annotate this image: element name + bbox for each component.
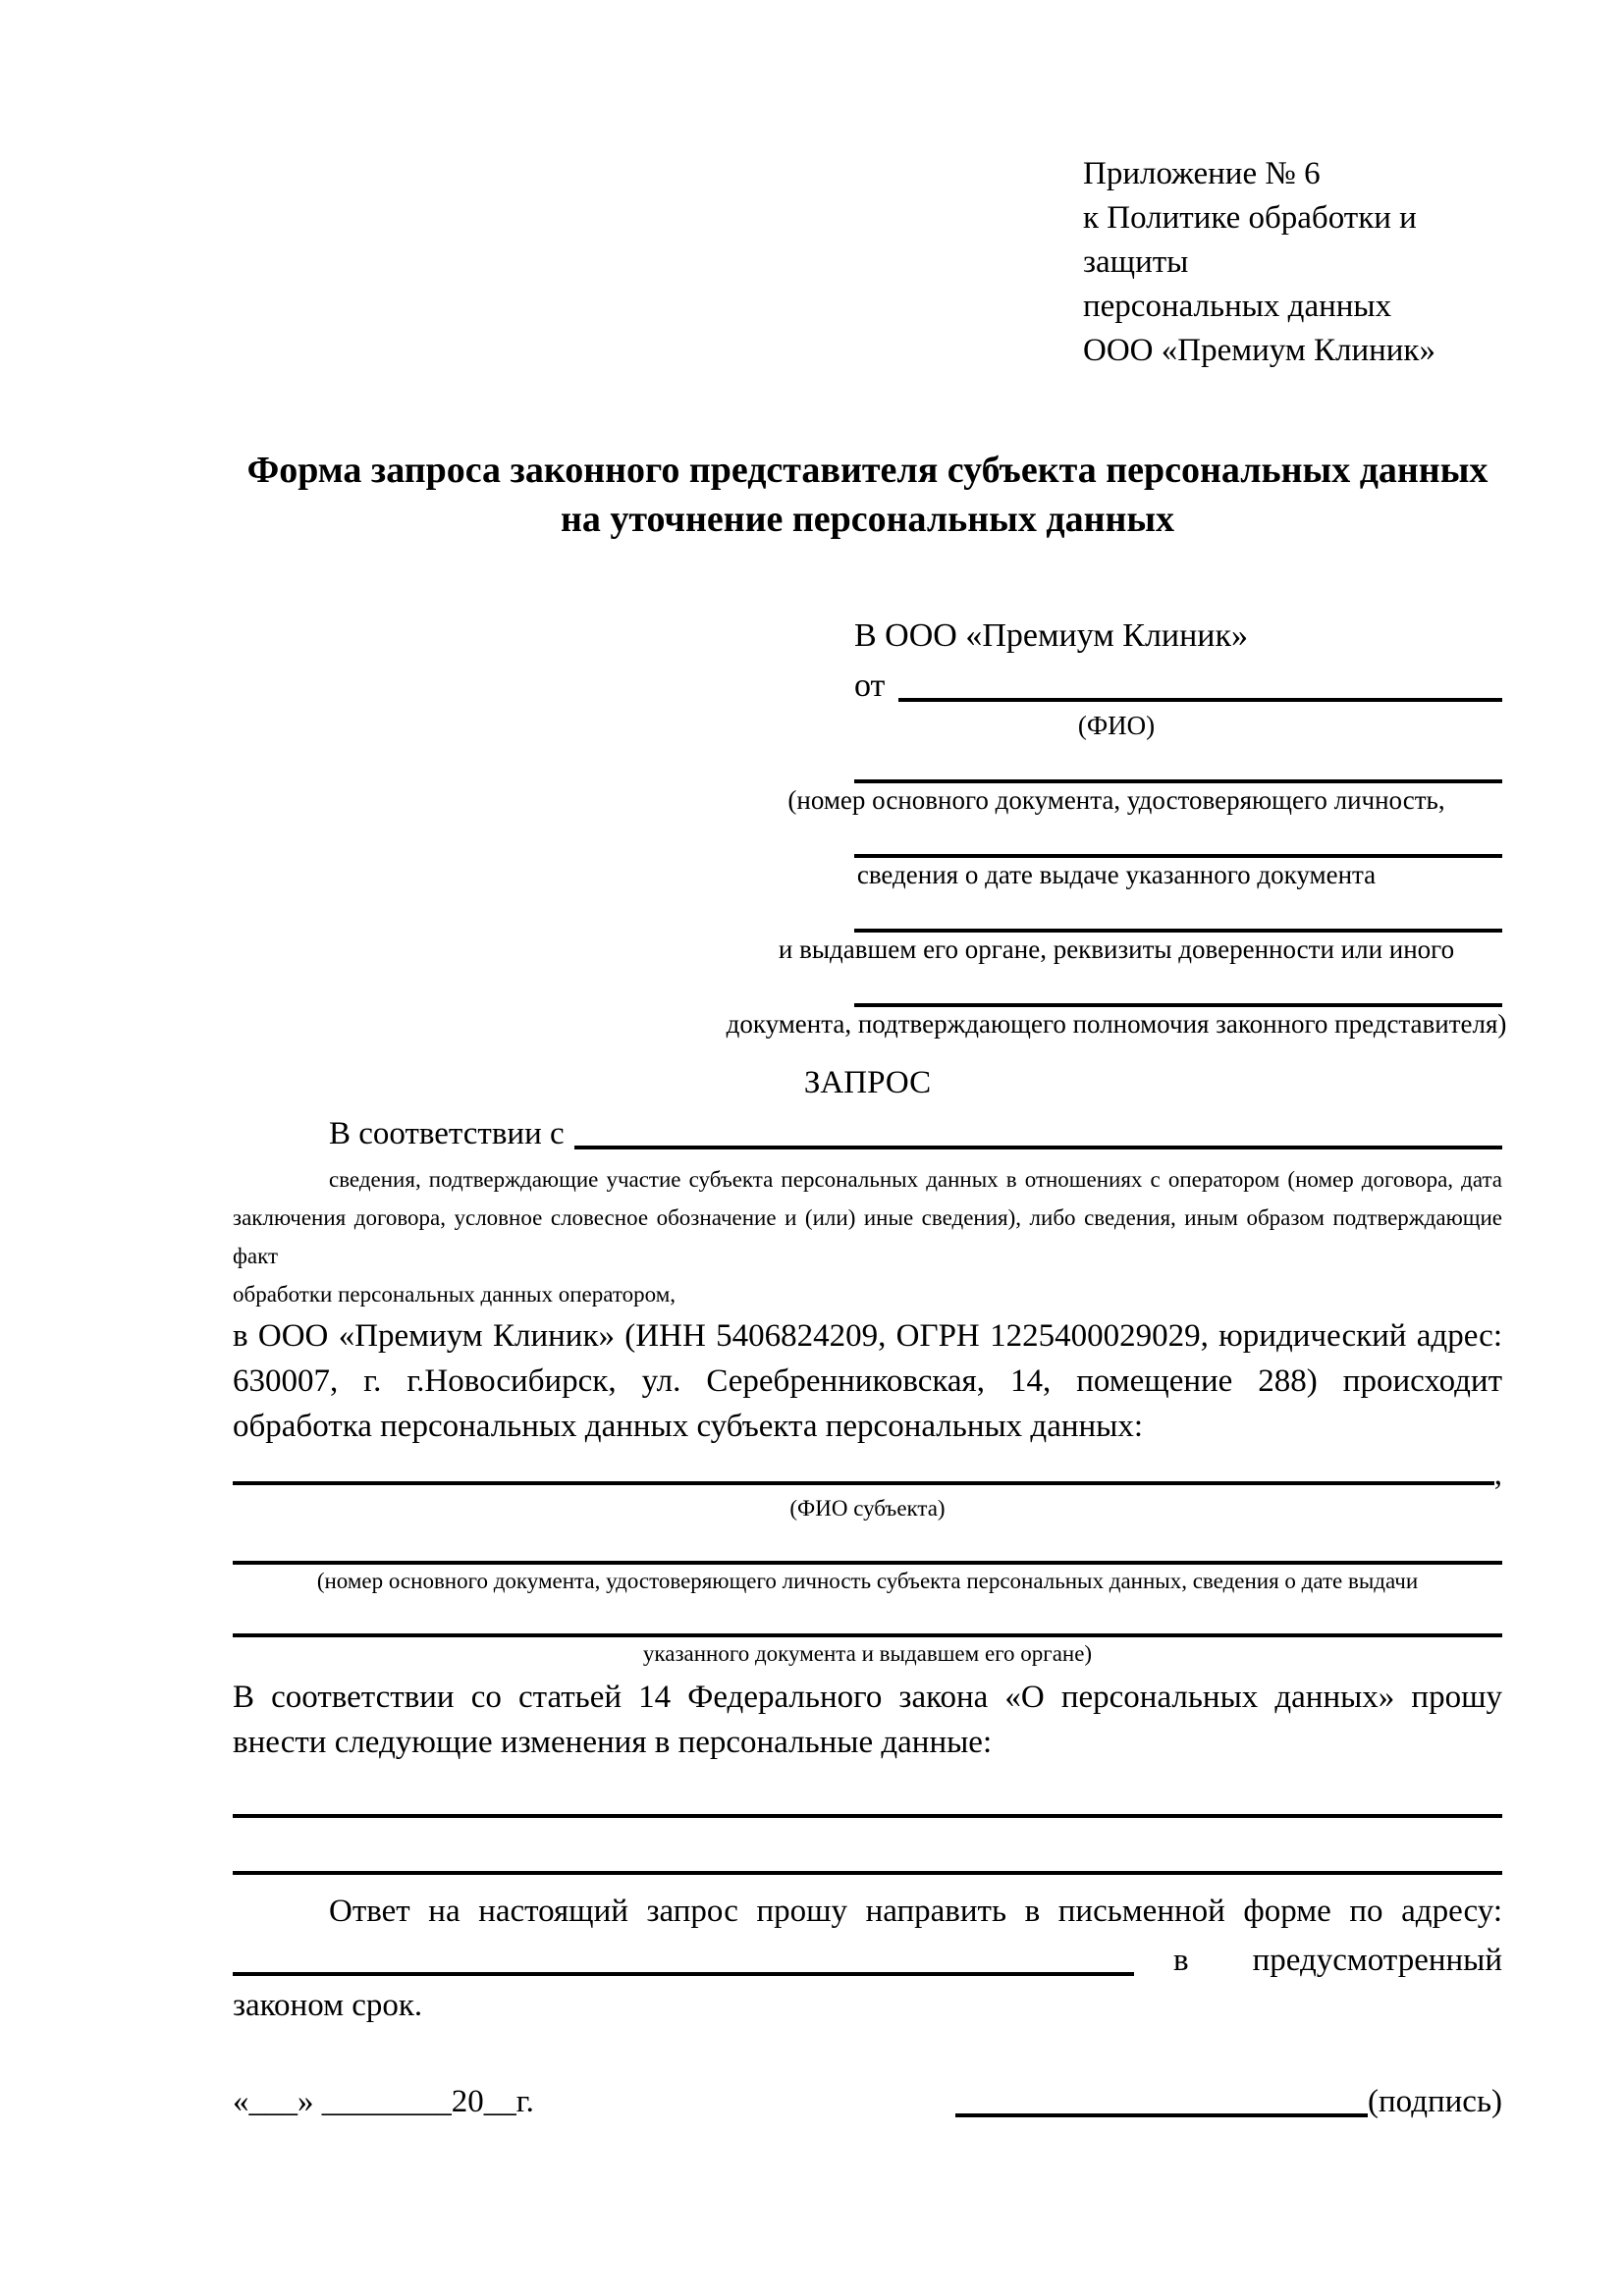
article-paragraph-line-2: внести следующие изменения в персональные данные:: [233, 1725, 993, 1760]
request-heading: ЗАПРОС: [803, 1065, 932, 1100]
subject-doc-blank-1[interactable]: [233, 1561, 1502, 1565]
basis-label: В соответствии с: [329, 1116, 565, 1152]
doc-number-blank[interactable]: [854, 779, 1502, 783]
appendix-line-2: к Политике обработки и защиты: [1083, 200, 1417, 280]
note-line-1: сведения, подтверждающие участие субъекта персональных данных в отношениях с оператором (номер договора, дата: [329, 1167, 1502, 1192]
operator-paragraph: [233, 1313, 1502, 1449]
appendix-line-4: ООО «Премиум Клиник»: [1083, 333, 1435, 368]
authority-doc-caption: документа, подтверждающего полномочия законного представителя): [726, 1009, 1507, 1039]
issuing-authority-field: [778, 929, 1502, 964]
appendix-line-3: персональных данных: [1083, 289, 1392, 324]
subject-name-row: [233, 1449, 1502, 1492]
answer-tail: [1134, 1938, 1502, 1983]
answer-word-v: в: [1173, 1943, 1189, 1978]
issuing-authority-blank[interactable]: [854, 929, 1502, 933]
signature-group: [955, 2079, 1502, 2124]
appendix-block: [1083, 152, 1502, 373]
article-paragraph: [233, 1675, 1502, 1765]
footer-row: [233, 2079, 1502, 2124]
authority-doc-blank[interactable]: [854, 1003, 1502, 1007]
authority-doc-field: [726, 1003, 1507, 1039]
basis-note: [233, 1160, 1502, 1313]
fio-caption: (ФИО): [1077, 711, 1156, 740]
subject-doc-field-1: [233, 1561, 1502, 1596]
note-line-3: обработки персональных данных оператором,: [233, 1282, 676, 1307]
operator-paragraph-line-2: 630007, г. г.Новосибирск, ул. Серебренниковская, 14, помещение 288) происходит: [233, 1363, 1502, 1399]
addressee-org: В ООО «Премиум Клиник»: [854, 617, 1249, 654]
doc-number-caption: (номер основного документа, удостоверяющего личность,: [787, 785, 1445, 815]
subject-doc-caption-2: указанного документа и выдавшем его органе): [642, 1641, 1093, 1666]
subject-doc-caption-1: (номер основного документа, удостоверяющего личность субъекта персональных данных, сведения о дате выдачи: [316, 1569, 1419, 1593]
date-field[interactable]: «___» ________20__г.: [233, 2084, 534, 2119]
doc-number-field: [787, 779, 1502, 815]
signature-caption: (подпись): [1368, 2084, 1502, 2119]
answer-line-1: Ответ на настоящий запрос прошу направить в письменной форме по адресу:: [329, 1894, 1502, 1929]
representative-name-blank[interactable]: [898, 697, 1502, 702]
addressee-block: [726, 613, 1507, 1039]
changes-blank-2[interactable]: [233, 1871, 1502, 1875]
basis-row: [233, 1107, 1502, 1156]
subject-fio-caption: (ФИО субъекта): [789, 1496, 946, 1521]
answer-word-predusmotrenny: предусмотренный: [1252, 1943, 1502, 1978]
issue-date-blank[interactable]: [854, 854, 1502, 858]
subject-name-blank[interactable]: [233, 1480, 1494, 1485]
answer-line-3: законом срок.: [233, 1988, 423, 2023]
appendix-line-1: Приложение № 6: [1083, 156, 1321, 191]
from-row: [854, 660, 1502, 709]
operator-paragraph-line-3: обработка персональных данных субъекта персональных данных:: [233, 1409, 1143, 1444]
signature-blank[interactable]: [955, 2113, 1368, 2117]
basis-blank[interactable]: [574, 1145, 1502, 1149]
form-title-line-1: Форма запроса законного представителя субъекта персональных данных: [246, 450, 1489, 491]
trailing-comma: ,: [1493, 1457, 1502, 1492]
issue-date-field: [854, 854, 1502, 889]
address-blank[interactable]: [233, 1972, 1134, 1976]
changes-blank-1[interactable]: [233, 1814, 1502, 1818]
answer-paragraph: [233, 1889, 1502, 2028]
form-title-line-2: на уточнение персональных данных: [560, 499, 1175, 540]
form-title: [233, 446, 1502, 544]
note-line-2: заключения договора, условное словесное обозначение и (или) иные сведения), либо сведения, иным образом подтверждающие факт: [233, 1205, 1502, 1268]
issue-date-caption: сведения о дате выдаче указанного документа: [856, 860, 1377, 889]
from-label: от: [854, 667, 886, 705]
subject-doc-field-2: [233, 1633, 1502, 1669]
subject-doc-blank-2[interactable]: [233, 1633, 1502, 1637]
issuing-authority-caption: и выдавшем его органе, реквизиты доверенности или иного: [778, 934, 1455, 964]
answer-address-row: [233, 1934, 1502, 1983]
article-paragraph-line-1: В соответствии со статьей 14 Федерального закона «О персональных данных» прошу: [233, 1680, 1502, 1715]
operator-paragraph-line-1: в ООО «Премиум Клиник» (ИНН 5406824209, ОГРН 1225400029029, юридический адрес:: [233, 1318, 1502, 1354]
